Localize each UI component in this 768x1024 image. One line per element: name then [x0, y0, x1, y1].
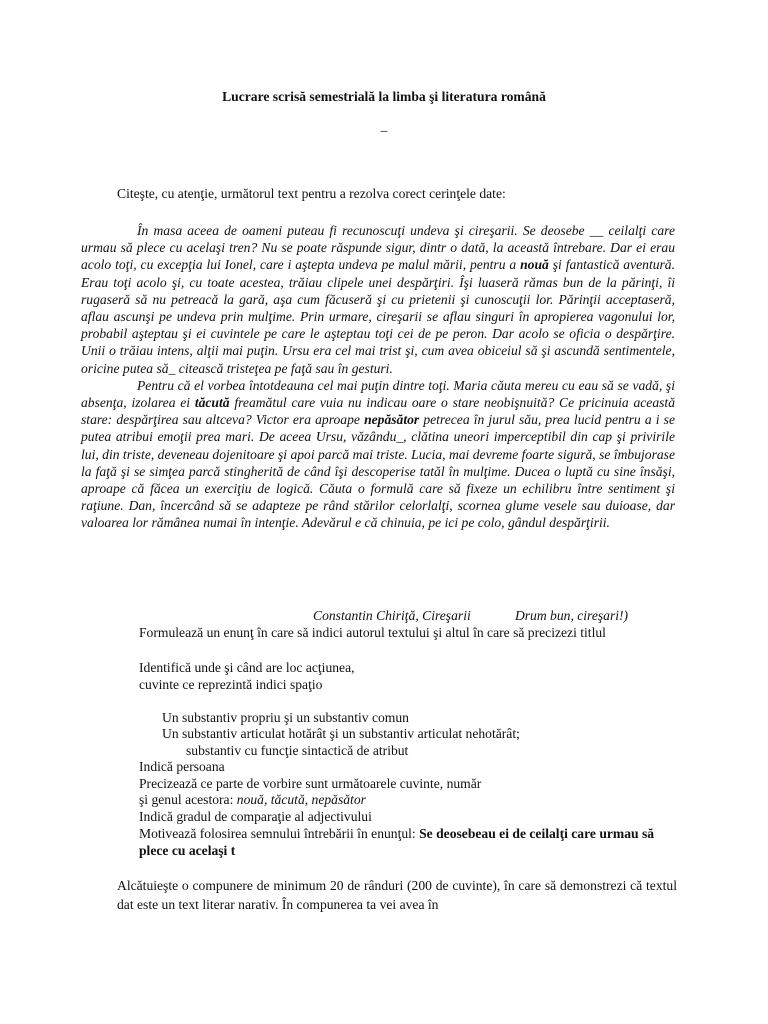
task-1: Formulează un enunţ în care să indici autorul textului şi altul în care să precizezi titlul: [139, 625, 606, 640]
task-7: Indică persoana: [139, 759, 225, 774]
task-5: Un substantiv articulat hotărât şi un substantiv articulat nehotărât;: [162, 726, 520, 741]
task-text: Motivează folosirea semnului întrebării în enunţul:: [139, 826, 416, 841]
source-citation: [313, 608, 693, 624]
passage-text: Pentru că el vorbea întotdeauna cel mai puţin dintre toţi. Maria căuta mereu cu eau să se vadă, şi absenţa, izolarea ei: [81, 377, 675, 411]
document-title: Lucrare scrisă semestrială la limba şi literatura română: [222, 89, 546, 104]
task-words: nouă, tăcută, nepăsător: [236, 792, 366, 807]
instructions: Citeşte, cu atenţie, următorul text pentru a rezolva corect cerinţele date:: [117, 186, 506, 201]
task-9: [139, 792, 366, 808]
passage-text: freamătul care vuia nu indicau oare o stare neobişnuită? Ce pricinuia această stare: despărţirea sau altceva? Victor era aproape: [81, 395, 675, 428]
passage-text: În masa aceea de oameni puteau fi recunoscuţi undeva şi cireşarii. Se deosebe __ ceilalţi care urmau să plece cu acelaşi tren? Nu se poate răspunde sigur, dintr o dată, la această întrebare. Dar ei erau acolo toţi, cu excepţia lui Ionel, care i aştepta undeva pe malul mării, pentru a: [81, 223, 675, 273]
task-6: substantiv cu funcţie sintactică de atribut: [186, 743, 409, 758]
bold-word: nepăsător: [364, 412, 420, 428]
task-10: Indică gradul de comparaţie al adjectivului: [139, 809, 372, 824]
task-8: Precizează ce parte de vorbire sunt următoarele cuvinte, număr: [139, 776, 482, 791]
bold-quote: Se deosebeau ei de ceilalţi care urmau să plece cu acelaşi t: [139, 826, 655, 859]
passage-paragraph-1: [81, 222, 675, 377]
task-3: cuvinte ce reprezintă indici spaţio: [139, 677, 323, 692]
task-text: şi genul acestora:: [139, 792, 234, 807]
composition-task: Alcătuieşte o compunere de minimum 20 de rânduri (200 de cuvinte), în care să demonstrezi că textul dat este un text literar narativ. În compunerea ta vei avea în: [117, 878, 677, 912]
bold-word: nouă: [520, 257, 549, 273]
passage-text: petrecea în jurul său, prea lucid pentru a i se putea atribui emoţii prea mari. De aceea Ursu, văzându_, clătina uneori imperceptibil din cap şi privirile lui, din triste, deveneau dojenitoare şi apoi parcă mai triste. Lucia, mai devreme foarte sigură, se îmbujorase la faţă şi se simţea parcă stingherită de când îşi descoperise tatăl în mulţime. Ducea o luptă cu sine însăşi, aproape că făcea un exerciţiu de logică. Căuta o formulă care să fixeze un echilibru între sentiment şi raţiune. Dan, încercând să se adapteze pe rând stărilor celorlalţi, scornea glume vesele sau duioase, dar valoarea lor rămânea numai în intenţie. Adevărul e că chinuia, pe ici pe colo, gândul despărţirii.: [81, 412, 675, 531]
passage-text: şi fantastică aventură. Erau toţi acolo şi, cu toate acestea, trăiau clipele unei despărţiri. Îşi luaseră rămas bun de la părinţi, îi rugaseră să nu petreacă la gară, aşa cum făcuseră şi cu prietenii şi cunoscuţii lor. Părinţii acceptaseră, aflau ascunşi pe undeva prin mulţime. Prin urmare, cireşarii se aflau singuri în apropierea vagonului lor, probabil aşteptau şi ei cuvintele pe care le aşteptau toţi cei de pe peron. Dar acolo se oficia o despărţire. Unii o trăiau intens, alţii mai puţin. Ursu era cel mai trist şi, cum avea obiceiul să şi ascundă sentimentele, oricine putea să_ citească tristeţea pe faţă sau în gesturi.: [81, 257, 675, 376]
task-4: Un substantiv propriu şi un substantiv comun: [162, 710, 409, 725]
literary-passage: [81, 222, 675, 532]
bold-word: tăcută: [194, 395, 230, 411]
task-11: [139, 825, 677, 859]
task-2: Identifică unde şi când are loc acţiunea,: [139, 660, 355, 675]
passage-paragraph-2: [81, 377, 675, 532]
source-title: Drum bun, cireşari!): [514, 608, 629, 623]
blank-line: _: [380, 118, 388, 133]
author-name: Constantin Chiriţă, Cireşarii: [313, 608, 471, 623]
